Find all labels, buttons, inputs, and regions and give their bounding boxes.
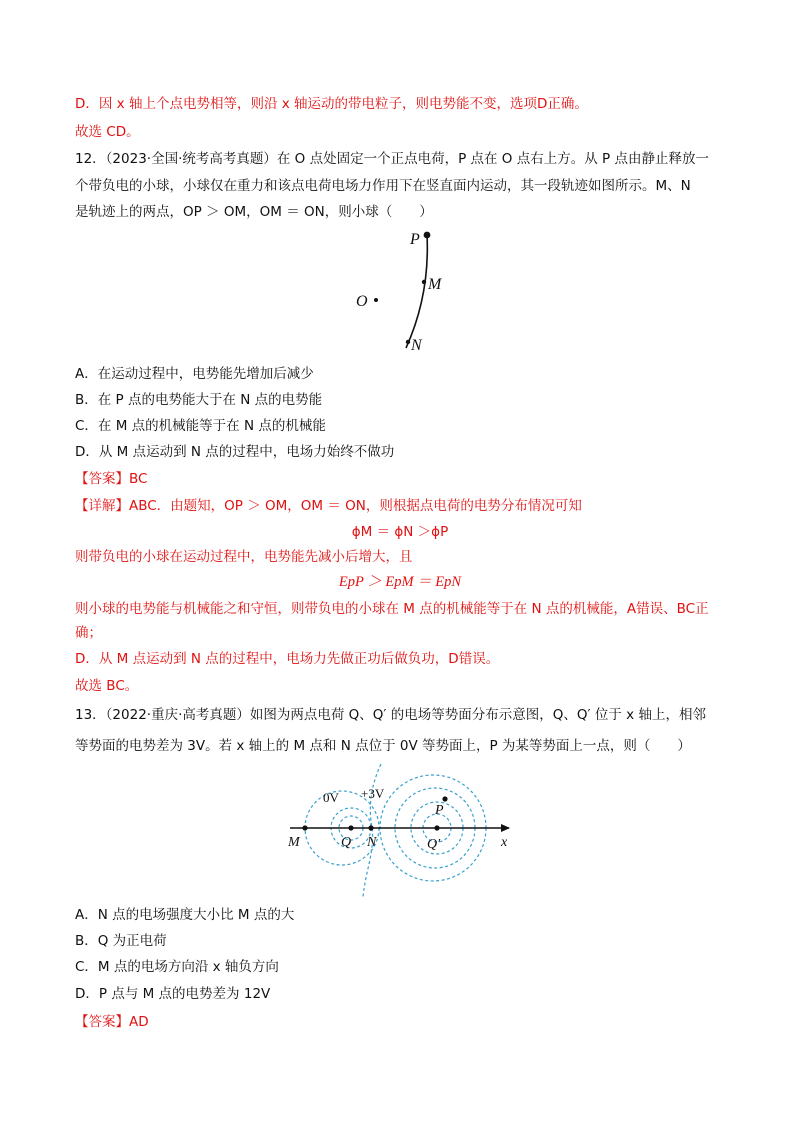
label-n: N — [411, 337, 422, 354]
label-p: P — [435, 803, 444, 818]
q12-option-d: D．从 M 点运动到 N 点的过程中，电场力始终不做功 — [75, 444, 395, 460]
prev-option-d: D．因 x 轴上个点电势相等，则沿 x 轴运动的带电粒子，则电势能不变，选项D正确。 — [75, 96, 588, 112]
point-o — [374, 298, 378, 302]
trajectory-curve — [406, 235, 427, 348]
q13-option-d: D．P 点与 M 点的电势差为 12V — [75, 986, 271, 1002]
q13-equipotential-figure — [285, 760, 525, 900]
q12-detail-5: D．从 M 点运动到 N 点的过程中，电场力先做正功后做负功，D错误。 — [75, 651, 500, 667]
q12-formula-1: ϕM ＝ ϕN ＞ϕP — [351, 524, 449, 540]
equipotential-lines — [305, 764, 486, 898]
q12-trajectory-figure — [340, 220, 470, 360]
point-p — [442, 796, 447, 801]
label-m: M — [288, 835, 300, 850]
label-m: M — [428, 276, 442, 293]
q13-option-b: B．Q 为正电荷 — [75, 933, 167, 949]
q13-stem-line-1: 13．（2022·重庆·高考真题）如图为两点电荷 Q、Q′ 的电场等势面分布示意图，Q、Q′ 位于 x 轴上，相邻 — [75, 707, 706, 723]
q13-stem-line-2: 等势面的电势差为 3V。若 x 轴上的 M 点和 N 点位于 0V 等势面上，P 为某等势面上一点，则（ ） — [75, 738, 691, 754]
q13-option-a: A．N 点的电场强度大小比 M 点的大 — [75, 907, 295, 923]
point-n — [368, 825, 373, 830]
point-m — [422, 280, 426, 284]
label-x: x — [501, 835, 508, 850]
prev-conclusion: 故选 CD。 — [75, 124, 140, 140]
point-qp — [434, 825, 439, 830]
q12-stem-line-1: 12．（2023·全国·统考高考真题）在 O 点处固定一个正点电荷，P 点在 O 点右上方。从 P 点由静止释放一 — [75, 151, 709, 167]
point-p — [424, 232, 431, 239]
q12-conclusion: 故选 BC。 — [75, 678, 139, 694]
q12-detail-4: 确； — [75, 625, 102, 641]
q12-detail-1: 【详解】ABC．由题知，OP ＞ OM，OM ＝ ON，则根据点电荷的电势分布情况可知 — [75, 498, 582, 514]
q12-formula-2: EpP ＞ EpM ＝ EpN — [338, 574, 462, 590]
point-m — [302, 825, 307, 830]
q12-option-b: B．在 P 点的电势能大于在 N 点的电势能 — [75, 392, 323, 408]
q12-option-a: A．在运动过程中，电势能先增加后减少 — [75, 366, 314, 382]
label-3v: +3V — [361, 786, 385, 801]
label-q: Q — [341, 835, 352, 850]
x-axis-arrow — [501, 824, 510, 832]
label-n: N — [367, 835, 377, 850]
q12-answer: 【答案】BC — [75, 471, 148, 487]
q12-stem-line-3: 是轨迹上的两点，OP ＞ OM，OM ＝ ON，则小球（ ） — [75, 204, 433, 220]
label-qp: Q′ — [427, 837, 441, 852]
q12-detail-2: 则带负电的小球在运动过程中，电势能先减小后增大，且 — [75, 549, 413, 565]
point-n — [406, 340, 410, 344]
q13-answer: 【答案】AD — [75, 1014, 149, 1030]
q12-stem-line-2: 个带负电的小球，小球仅在重力和该点电荷电场力作用下在竖直面内运动，其一段轨迹如图所示。M、N — [75, 178, 691, 194]
label-o: O — [356, 293, 368, 310]
point-q — [348, 825, 353, 830]
q12-option-c: C．在 M 点的机械能等于在 N 点的机械能 — [75, 418, 326, 434]
q13-option-c: C．M 点的电场方向沿 x 轴负方向 — [75, 959, 279, 975]
label-0v: 0V — [323, 790, 339, 805]
q12-detail-3: 则小球的电势能与机械能之和守恒，则带负电的小球在 M 点的机械能等于在 N 点的机械能，A错误、BC正 — [75, 601, 709, 617]
label-p: P — [410, 231, 420, 248]
